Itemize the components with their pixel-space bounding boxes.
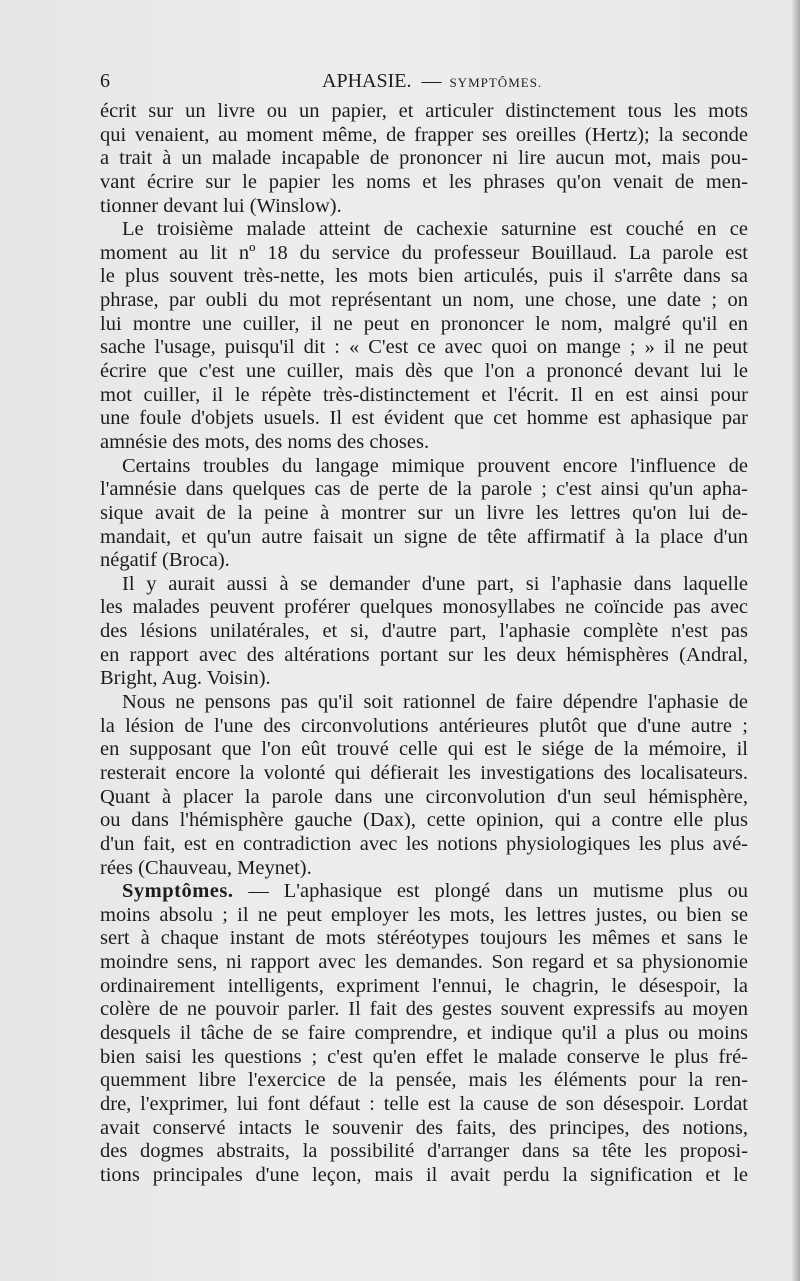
line-text: amnésie des mots, des noms des choses.: [100, 430, 430, 453]
text-line: [100, 975, 748, 999]
text-line: [100, 289, 748, 313]
text-line: [100, 927, 748, 951]
page-number: 6: [100, 70, 110, 92]
line-text: en rapport avec des altérations portant sur les deux hémisphères (Andral,: [100, 643, 748, 666]
line-text: le plus souvent très-nette, les mots bien articulés, puis il s'arrête dans sa: [100, 265, 748, 288]
text-line: [100, 218, 748, 242]
line-text: écrire que c'est une cuiller, mais dès que l'on a prononcé devant lui le: [100, 360, 748, 383]
line-text: Le troisième malade atteint de cachexie saturnine est couché en ce: [122, 218, 748, 241]
line-text: tions principales d'une leçon, mais il avait perdu la signification et le: [100, 1163, 748, 1186]
text-line: [100, 596, 748, 620]
line-text: desquels il tâche de se faire comprendre, et indique qu'il a plus ou moins: [100, 1021, 748, 1044]
line-text: Bright, Aug. Voisin).: [100, 667, 271, 690]
line-text: sique avait de la peine à montrer sur un livre les lettres qu'on lui de-: [100, 501, 748, 524]
text-line: [100, 100, 748, 124]
text-line: [100, 502, 748, 526]
text-line: [100, 171, 748, 195]
line-text: mot cuiller, il le répète très-distinctement et l'écrit. Il en est ainsi pour: [100, 383, 748, 406]
line-text: moment au lit nº 18 du service du professeur Bouillaud. La parole est: [100, 241, 748, 264]
text-line: [100, 147, 748, 171]
text-line: [100, 951, 748, 975]
text-line: [100, 998, 748, 1022]
line-text: en supposant que l'on eût trouvé celle qui est le siége de la mémoire, il: [100, 738, 748, 761]
page-edge-shadow: [792, 0, 800, 1281]
line-text: écrit sur un livre ou un papier, et articuler distinctement tous les mots: [100, 100, 748, 122]
line-text: moins absolu ; il ne peut employer les mots, les lettres justes, ou bien se: [100, 903, 748, 926]
running-head-title: APHASIE.: [322, 70, 412, 92]
running-head-dash: —: [421, 70, 442, 92]
text-line: [100, 1069, 748, 1093]
text-line: [100, 360, 748, 384]
line-text: vant écrire sur le papier les noms et les phrases qu'on venait de men-: [100, 170, 748, 193]
line-text: une foule d'objets usuels. Il est évident que cet homme est aphasique par: [100, 407, 748, 430]
running-head-section: SYMPTÔMES.: [449, 75, 543, 90]
line-text: mandait, et qu'un autre faisait un signe de tête affirmatif à la place d'un: [100, 525, 748, 548]
text-line: [100, 336, 748, 360]
text-line: [100, 1046, 748, 1070]
text-line: [100, 549, 748, 573]
text-line: [100, 478, 748, 502]
line-text: resterait encore la volonté qui défierait les investigations des localisateurs.: [100, 761, 748, 784]
line-text: tionner devant lui (Winslow).: [100, 194, 342, 217]
line-text: dre, l'exprimer, lui font défaut : telle est la cause de son désespoir. Lordat: [100, 1092, 748, 1115]
text-line: [100, 691, 748, 715]
section-heading: Symptômes.: [122, 880, 234, 903]
text-line: [100, 407, 748, 431]
line-text: a trait à un malade incapable de prononcer ni lire aucun mot, mais pou-: [100, 147, 748, 170]
text-line: [100, 1164, 748, 1188]
text-line: [100, 455, 748, 479]
text-line: [100, 880, 748, 904]
running-head: [322, 66, 542, 98]
text-line: [100, 1140, 748, 1164]
line-text: lui montre une cuiller, il ne peut en prononcer le nom, malgré qu'il en: [100, 312, 748, 335]
line-text: Certains troubles du langage mimique prouvent encore l'influence de: [122, 454, 748, 477]
line-text: sache l'usage, puisqu'il dit : « C'est ce avec quoi on mange ; » il ne peut: [100, 336, 748, 359]
line-text: colère de ne pouvoir parler. Il fait des gestes souvent expressifs au moyen: [100, 998, 748, 1021]
text-line: [100, 526, 748, 550]
line-text: ordinairement intelligents, expriment l'ennui, le chagrin, le désespoir, la: [100, 974, 748, 997]
line-text: négatif (Broca).: [100, 549, 230, 572]
line-text: Quant à placer la parole dans une circonvolution d'un seul hémisphère,: [100, 785, 748, 808]
text-line: [100, 242, 748, 266]
line-text: les malades peuvent proférer quelques monosyllabes ne coïncide pas avec: [100, 596, 748, 619]
line-text: des dogmes abstraits, la possibilité d'arranger dans sa tête les proposi-: [100, 1140, 748, 1163]
line-text: Il y aurait aussi à se demander d'une part, si l'aphasie dans laquelle: [122, 572, 748, 595]
line-text: la lésion de l'une des circonvolutions antérieures plutôt que d'une autre ;: [100, 714, 748, 737]
text-line: [100, 573, 748, 597]
text-line: [100, 620, 748, 644]
text-line: [100, 786, 748, 810]
text-line: [100, 738, 748, 762]
text-line: [100, 265, 748, 289]
line-text: phrase, par oubli du mot représentant un nom, une chose, une date ; on: [100, 289, 748, 312]
text-line: [100, 857, 748, 881]
text-line: [100, 644, 748, 668]
line-text: des lésions unilatérales, et si, d'autre part, l'aphasie complète n'est pas: [100, 620, 748, 643]
text-line: [100, 384, 748, 408]
line-text: moindre sens, ni rapport avec les demandes. Son regard et sa physionomie: [100, 951, 748, 974]
text-line: [100, 1117, 748, 1141]
text-line: [100, 715, 748, 739]
line-text: ou dans l'hémisphère gauche (Dax), cette opinion, qui a contre elle plus: [100, 809, 748, 832]
text-line: [100, 195, 748, 219]
line-text: qui venaient, au moment même, de frapper ses oreilles (Hertz); la seconde: [100, 123, 748, 146]
text-line: [100, 431, 748, 455]
text-line: [100, 1022, 748, 1046]
page-header: [100, 66, 748, 96]
line-text: bien saisi les questions ; c'est qu'en effet le malade conserve le plus fré-: [100, 1045, 748, 1068]
line-text: quemment libre l'exercice de la pensée, mais les éléments pour la ren-: [100, 1069, 748, 1092]
line-text: avait conservé intacts le souvenir des faits, des principes, des notions,: [100, 1116, 748, 1139]
line-text: Nous ne pensons pas qu'il soit rationnel de faire dépendre l'aphasie de: [122, 691, 748, 714]
text-line: [100, 667, 748, 691]
text-line: [100, 904, 748, 928]
line-text: — L'aphasique est plongé dans un mutisme plus ou: [248, 880, 749, 903]
line-text: d'un fait, est en contradiction avec les notions physiologiques les plus avé-: [100, 832, 748, 855]
line-text: sert à chaque instant de mots stéréotypes toujours les mêmes et sans le: [100, 927, 748, 950]
line-text: l'amnésie dans quelques cas de perte de la parole ; c'est ainsi qu'un apha-: [100, 478, 748, 501]
text-line: [100, 313, 748, 337]
text-line: [100, 124, 748, 148]
text-line: [100, 809, 748, 833]
text-line: [100, 762, 748, 786]
text-line: [100, 833, 748, 857]
body-text: [100, 100, 748, 1187]
text-line: [100, 1093, 748, 1117]
line-text: rées (Chauveau, Meynet).: [100, 856, 312, 879]
